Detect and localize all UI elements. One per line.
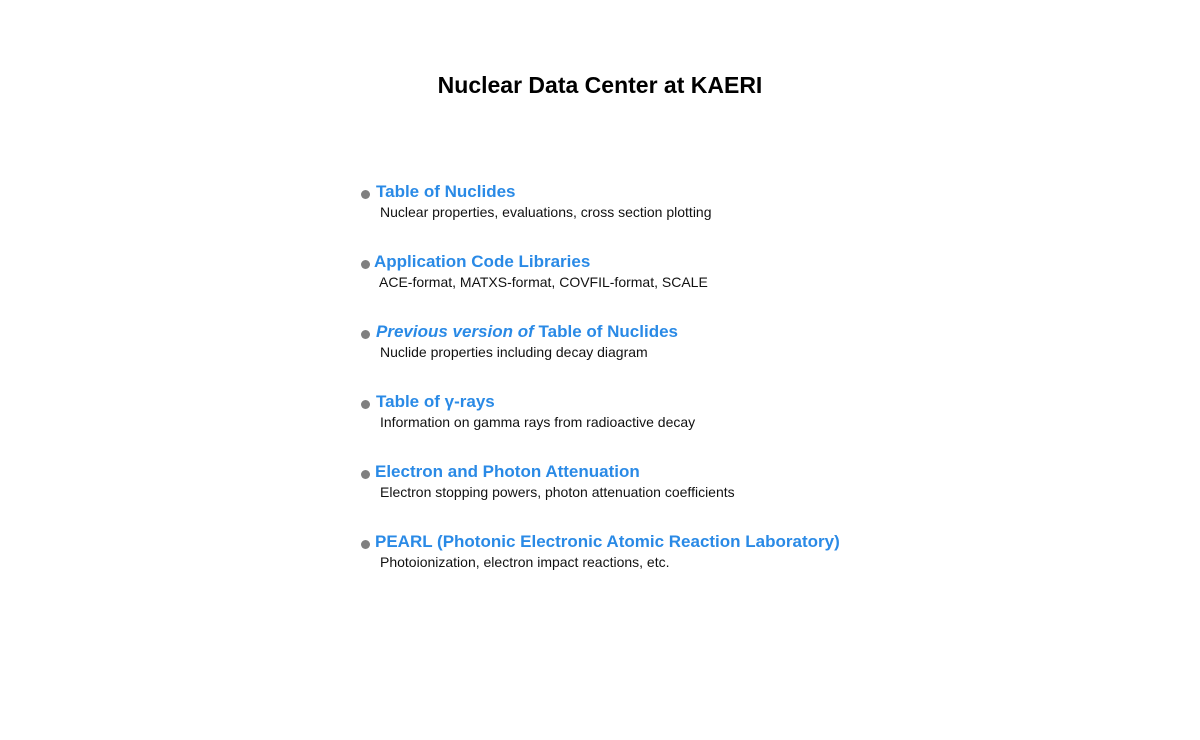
list-item-pearl [360, 532, 1060, 602]
list-item-table-of-gamma-rays [360, 392, 1060, 462]
previous-table-of-nuclides-description: Nuclide properties including decay diagram [380, 344, 648, 360]
list-item-previous-table-of-nuclides [360, 322, 1060, 392]
table-of-nuclides-link[interactable]: Table of Nuclides [376, 182, 516, 201]
bullet-icon [361, 330, 370, 339]
list-item-application-code-libraries [360, 252, 1060, 322]
list-item-electron-photon-attenuation [360, 462, 1060, 532]
pearl-description: Photoionization, electron impact reactions, etc. [380, 554, 670, 570]
application-code-libraries-link[interactable]: Application Code Libraries [374, 252, 591, 271]
application-code-libraries-description: ACE-format, MATXS-format, COVFIL-format, SCALE [379, 274, 708, 290]
table-of-gamma-rays-description: Information on gamma rays from radioactive decay [380, 414, 696, 430]
table-of-gamma-rays-link[interactable]: Table of γ-rays [376, 392, 495, 411]
list-item-table-of-nuclides [360, 182, 1060, 252]
previous-version-prefix: Previous version of [376, 322, 534, 341]
previous-table-of-nuclides-link[interactable] [376, 322, 678, 342]
electron-photon-attenuation-description: Electron stopping powers, photon attenuation coefficients [380, 484, 735, 500]
bullet-icon [361, 400, 370, 409]
bullet-icon [361, 190, 370, 199]
resource-list [360, 182, 1060, 602]
bullet-icon [361, 540, 370, 549]
previous-table-of-nuclides-title: Table of Nuclides [538, 322, 679, 341]
table-of-nuclides-description: Nuclear properties, evaluations, cross section plotting [380, 204, 712, 220]
pearl-link[interactable]: PEARL (Photonic Electronic Atomic Reaction Laboratory) [375, 532, 840, 551]
bullet-icon [361, 260, 370, 269]
page-title: Nuclear Data Center at KAERI [437, 72, 763, 98]
bullet-icon [361, 470, 370, 479]
electron-photon-attenuation-link[interactable]: Electron and Photon Attenuation [375, 462, 640, 481]
